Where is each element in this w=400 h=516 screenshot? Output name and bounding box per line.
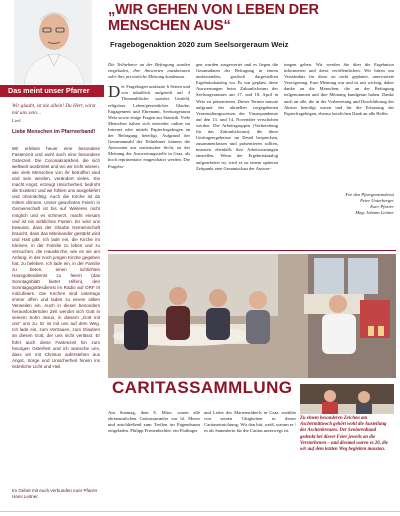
sidebar-salutation: Liebe Menschen im Pfarrverband!: [12, 129, 96, 135]
article-column-1: [108, 62, 190, 170]
ash-wednesday-photo: [300, 384, 394, 414]
signature-line-3: Euer Pfarrer: [370, 204, 394, 209]
pastor-portrait: [14, 0, 92, 84]
article-col1-text: er Fragebogen umfasste 6 Seiten und war inhaltlich aufgeteilt auf 4 Themenblöcke: soziales Umfeld, religiöses Leben/persönlicher Glaube, Engagement und Ehrenamt, Seelsorgeraum Weiz sowie einige Fragen zur Statistik. Viele Menschen haben sich entweder online im Internet oder mittels Papierfragebogen an der Befragung beteiligt. Aufgrund der Gesamtanzahl der Teilnehmer können die Antworten aus statistischer Sicht, zu der Meinung der Auswertungsstelle in Graz, als hoch repräsentativ eingeschätzt werden. Die Fragebo-: [108, 84, 190, 169]
signature-line-4: Mag. Johann Leitner: [355, 210, 394, 215]
signature-line-2: Peter Unterberger: [360, 198, 394, 203]
article-signature: [284, 192, 394, 216]
caritas-title: CARITASSAMMLUNG: [112, 378, 293, 397]
section-divider: [108, 250, 396, 251]
article-title: „WIR GEHEN VON LEBEN DER MENSCHEN AUS“: [108, 2, 319, 34]
article-column-2: gen wurden ausgewertet und es liegen die Gesamtdaten der Befragung in einem umfassenden, grafisch dargestellten Ergebnisskatalog vor. Es war geplant, diese Auswertungen beim Zukunftsforum des Seelsorgeraumes am 17. und 18. April in Weiz zu präsentieren. Dieser Termin musste aufgrund der aktuellen vorgegebenen Veranstaltungsweisen der Virusepandemie auf den 13. und 14. November verschoben werden. Die Arbeitsgruppen (Vorbereitung für das Zukunftsforum), die diese Umfrageergebnisse im Detail besprechen, zusammenfassen und präsentieren sollten, mussten ebenfalls ihre Arbeitssitzungen einstellen. Wenn der Ergebniskatalog aufgearbeitet ist, wird es zu einem späteren Zeitpunkt eine Gesamtschau der Auswer-: [196, 62, 278, 171]
quote-author: Lied: [12, 118, 21, 123]
caritas-column-2: und Leiter des Marienstüberls in Graz, erzählte von seinen Tätigkeiten in dieser Caritaseinrichtung. Wir dan bitt, weiß, warum er / es als Sammlerin für die Caritas unterwegs ist.: [204, 410, 296, 434]
article-subtitle: Fragebogenaktion 2020 zum Seelsorgeraum Weiz: [110, 40, 289, 49]
article-column-3: tungen geben. Wir werden Sie über die Ergebnisse informieren und diese veröffentlichen. Wir bitten um Verständnis für diese zu nicht geplante, unerwartete Verzögerung. Eure Meinung war und ist uns wichtig, daher danke an die Menschen, die an der Befragung teilgenommen und ihre Meinung kundgetan haben. Danke auch an alle, die in der Vorbereitung und Durchführung der Aktion beteiligt waren und für die Erfassung der Papierfragebögen, ebenso herzlichen Dank an alle Helfer.: [284, 62, 394, 116]
signature-line-1: Für den Pfarrgemeinderat: [345, 192, 394, 197]
quote-text: Wir glaubt, ist nie allein! Du Herr, wirst mit uns sein…: [12, 103, 96, 116]
article-intro: Die Teilnehmer an der Befragung wurden eingeladen, ihre Antworten anzukreuzen oder ihre persönliche Meinung kundzutun.: [108, 62, 190, 80]
ash-wednesday-note: Zu einem besonderen Zeichen am Aschermittwoch gehört wohl die Austeilung des Aschenkreuzes. Der Seniorenbund gedenkt bei dieser Feier jeweils an die Verstorbenen – und diesmal waren es 20, die wir auf dem letzten Weg begleiten mussten.: [300, 416, 388, 453]
pastor-sidebar: [0, 0, 104, 516]
sidebar-signature: Im Gebet mit euch verbunden euer Pfarrer Hans Leitner.: [12, 488, 98, 499]
sidebar-letter-body: Wir erleben heuer eine besondere Fastenzeit und wohl auch eine besondere Osterzeit. Die Coronakrankheit, die sich weltweit ausbreitet und wo wir nicht wissen, wie viele Menschen von ihr betroffen sind und sein werden, verändert vieles. Sie macht Angst, erzeugt Unsicherheit, bedroht die Existenz und wir fühlen uns ausgeliefert und ohnmächtig. Auch die Kirche ist da mitten drinnen. Unser gewohntes Feiern in Gemeinschaft ist bis auf Weiteres nicht möglich und es schmerzt, macht einsam und ist ein wirkliches Fasten. Es wird uns bewusst, dass der Glaube Gemeinschaft braucht, dass das Miteinander gestärkt wird und Halt gibt. Ich lade ein, die Kirche im Kleinen, in der Familie zu leben und zu versuchen, die Hauskirche, wie es sie am Anfang, in der noch jungen Kirche gegeben hat, zu beleben. Ich lade ein, in der Familie zu beten, einen schlichten Hausgottesdienst zu feiern (das Sonntagsblatt bietet Hilfen), den Sonntagsgottesdienst im Radio auf ORF III mitzufeiern. Die Kirchen sind untertags immer offen und laden zu einem stillen Verweilen ein. Auch in dieser besonders herausfordernden Zeit wendet sich Gott in seinem Sohn Jesus, in diesem „Gott mit uns“ uns zu. Er ist mit uns auf dem Weg. Ich lade ein, zum Vertrauen, zum Glauben an diesen Gott, der uns nicht verlässt. Er führt auch diese Fastenzeit hin zum heurigen Osterfest und ich wünsche uns, dass wir mit Christus auferstehen aus Angst, Sorge und Unsicherheit hinein ins österliche Licht und Heil.: [12, 146, 100, 369]
article-body-1: [108, 84, 190, 169]
sidebar-section-label: Das meint unser Pfarrer: [0, 85, 104, 97]
caritas-meeting-photo: [108, 254, 396, 378]
page-footer-rule: [0, 511, 400, 512]
caritas-column-1: Am Sonntag, dem 8. März, waren alle ehrenamtlichen Caritassammler zur hl. Messe und anschließend zum Treffen im Pagendraum eingeladen. Philipp Friesenbichler, ein Floßinger: [108, 410, 200, 434]
sidebar-quote: [12, 103, 100, 125]
drop-cap: D: [108, 82, 121, 102]
